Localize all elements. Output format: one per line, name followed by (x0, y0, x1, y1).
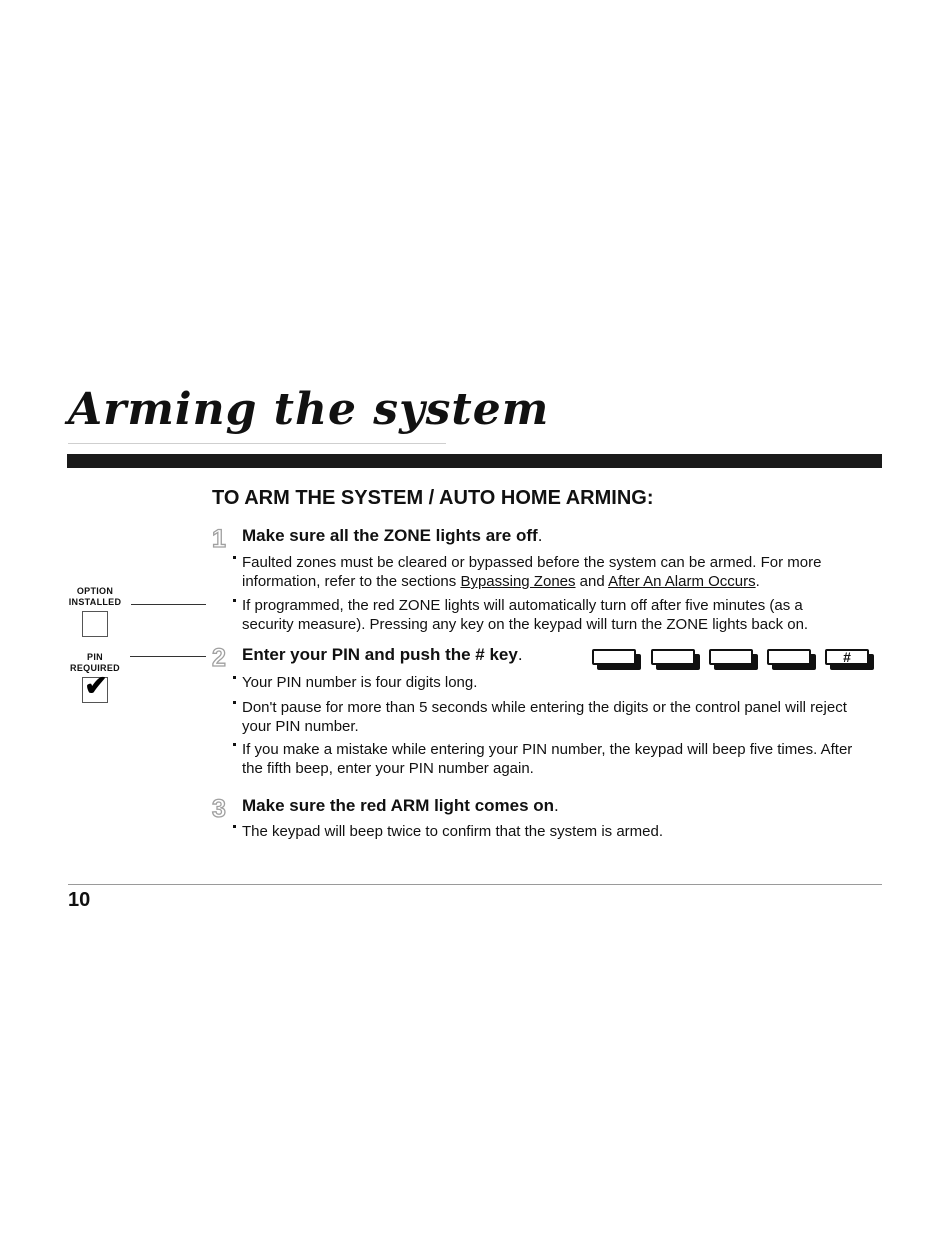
option-installed-label (60, 586, 130, 608)
step-2-title-text: Enter your PIN and push the # key (242, 645, 518, 664)
page-number: 10 (68, 889, 91, 911)
option-installed-leader-line (131, 604, 206, 605)
bullet-icon (233, 556, 236, 559)
keypad-key-digit-1 (592, 649, 636, 665)
step-3-number: 3 (212, 795, 226, 823)
step-2-number: 2 (212, 644, 226, 672)
pin-required-leader-line (130, 656, 206, 657)
step-3-bullet-1 (242, 822, 882, 841)
check-mark-icon: ✔ (84, 670, 108, 701)
keypad-key-digit-2 (651, 649, 695, 665)
bypassing-zones-link[interactable]: Bypassing Zones (460, 573, 576, 590)
step-1-title (242, 526, 542, 546)
section-heading: TO ARM THE SYSTEM / AUTO HOME ARMING: (212, 487, 654, 509)
header-bar (67, 454, 882, 468)
step-1-title-period: . (537, 526, 543, 545)
step-1-bullet-1-end: . (755, 573, 760, 590)
step-2-bullet-3-text: If you make a mistake while entering your PIN number, the keypad will beep five times. After the fifth beep, enter your PIN number again. (242, 741, 853, 777)
step-2-bullet-1-text: Your PIN number is four digits long. (242, 674, 478, 691)
step-2-bullet-3 (242, 740, 877, 778)
step-1-bullet-1-text: information, refer to the sections (242, 573, 461, 590)
footer-rule (68, 884, 882, 885)
step-2-bullet-2-text: Don't pause for more than 5 seconds while entering the digits or the control panel will reject your PIN number. (242, 699, 847, 735)
step-1-title-text: Make sure all the ZONE lights are off (242, 526, 538, 545)
option-installed-label-line2: INSTALLED (68, 597, 122, 607)
step-1-bullet-1-line1: Faulted zones must be cleared or bypassed before the system can be armed. For more (242, 554, 822, 571)
option-installed-label-line1: OPTION (76, 586, 114, 596)
step-3-title-period: . (554, 796, 559, 815)
title-underline (68, 443, 446, 444)
step-2-title (242, 645, 523, 665)
step-3-title-text: Make sure the red ARM light comes on (242, 796, 555, 815)
bullet-icon (233, 599, 236, 602)
step-1-bullet-1-and: and (575, 573, 609, 590)
step-1-number: 1 (212, 525, 226, 553)
step-1-bullet-1-line2 (242, 572, 882, 591)
pin-required-label-line2: REQUIRED (70, 663, 120, 673)
option-installed-checkbox (82, 611, 108, 637)
step-3-title (242, 796, 559, 816)
step-3-bullet-1-text: The keypad will beep twice to confirm that the system is armed. (242, 823, 664, 840)
bullet-icon (233, 701, 236, 704)
step-1-bullet-2-line2: security measure). Pressing any key on the keypad will turn the ZONE lights back on. (242, 616, 809, 633)
step-1-bullet-1 (242, 553, 882, 591)
after-an-alarm-occurs-link[interactable]: After An Alarm Occurs (608, 573, 756, 590)
keypad-key-digit-3 (709, 649, 753, 665)
step-2-bullet-1 (242, 673, 882, 692)
step-1-bullet-2 (242, 596, 882, 634)
page-title: Arming the system (68, 384, 550, 435)
bullet-icon (233, 743, 236, 746)
pin-required-label-line1: PIN (87, 652, 103, 662)
keypad-key-digit-4 (767, 649, 811, 665)
keypad-key-pound: # (825, 649, 869, 665)
step-2-bullet-2 (242, 698, 872, 736)
step-1-bullet-2-line1: If programmed, the red ZONE lights will automatically turn off after five minutes (as a (242, 597, 803, 614)
bullet-icon (233, 825, 236, 828)
step-2-title-period: . (517, 645, 523, 664)
bullet-icon (233, 676, 236, 679)
